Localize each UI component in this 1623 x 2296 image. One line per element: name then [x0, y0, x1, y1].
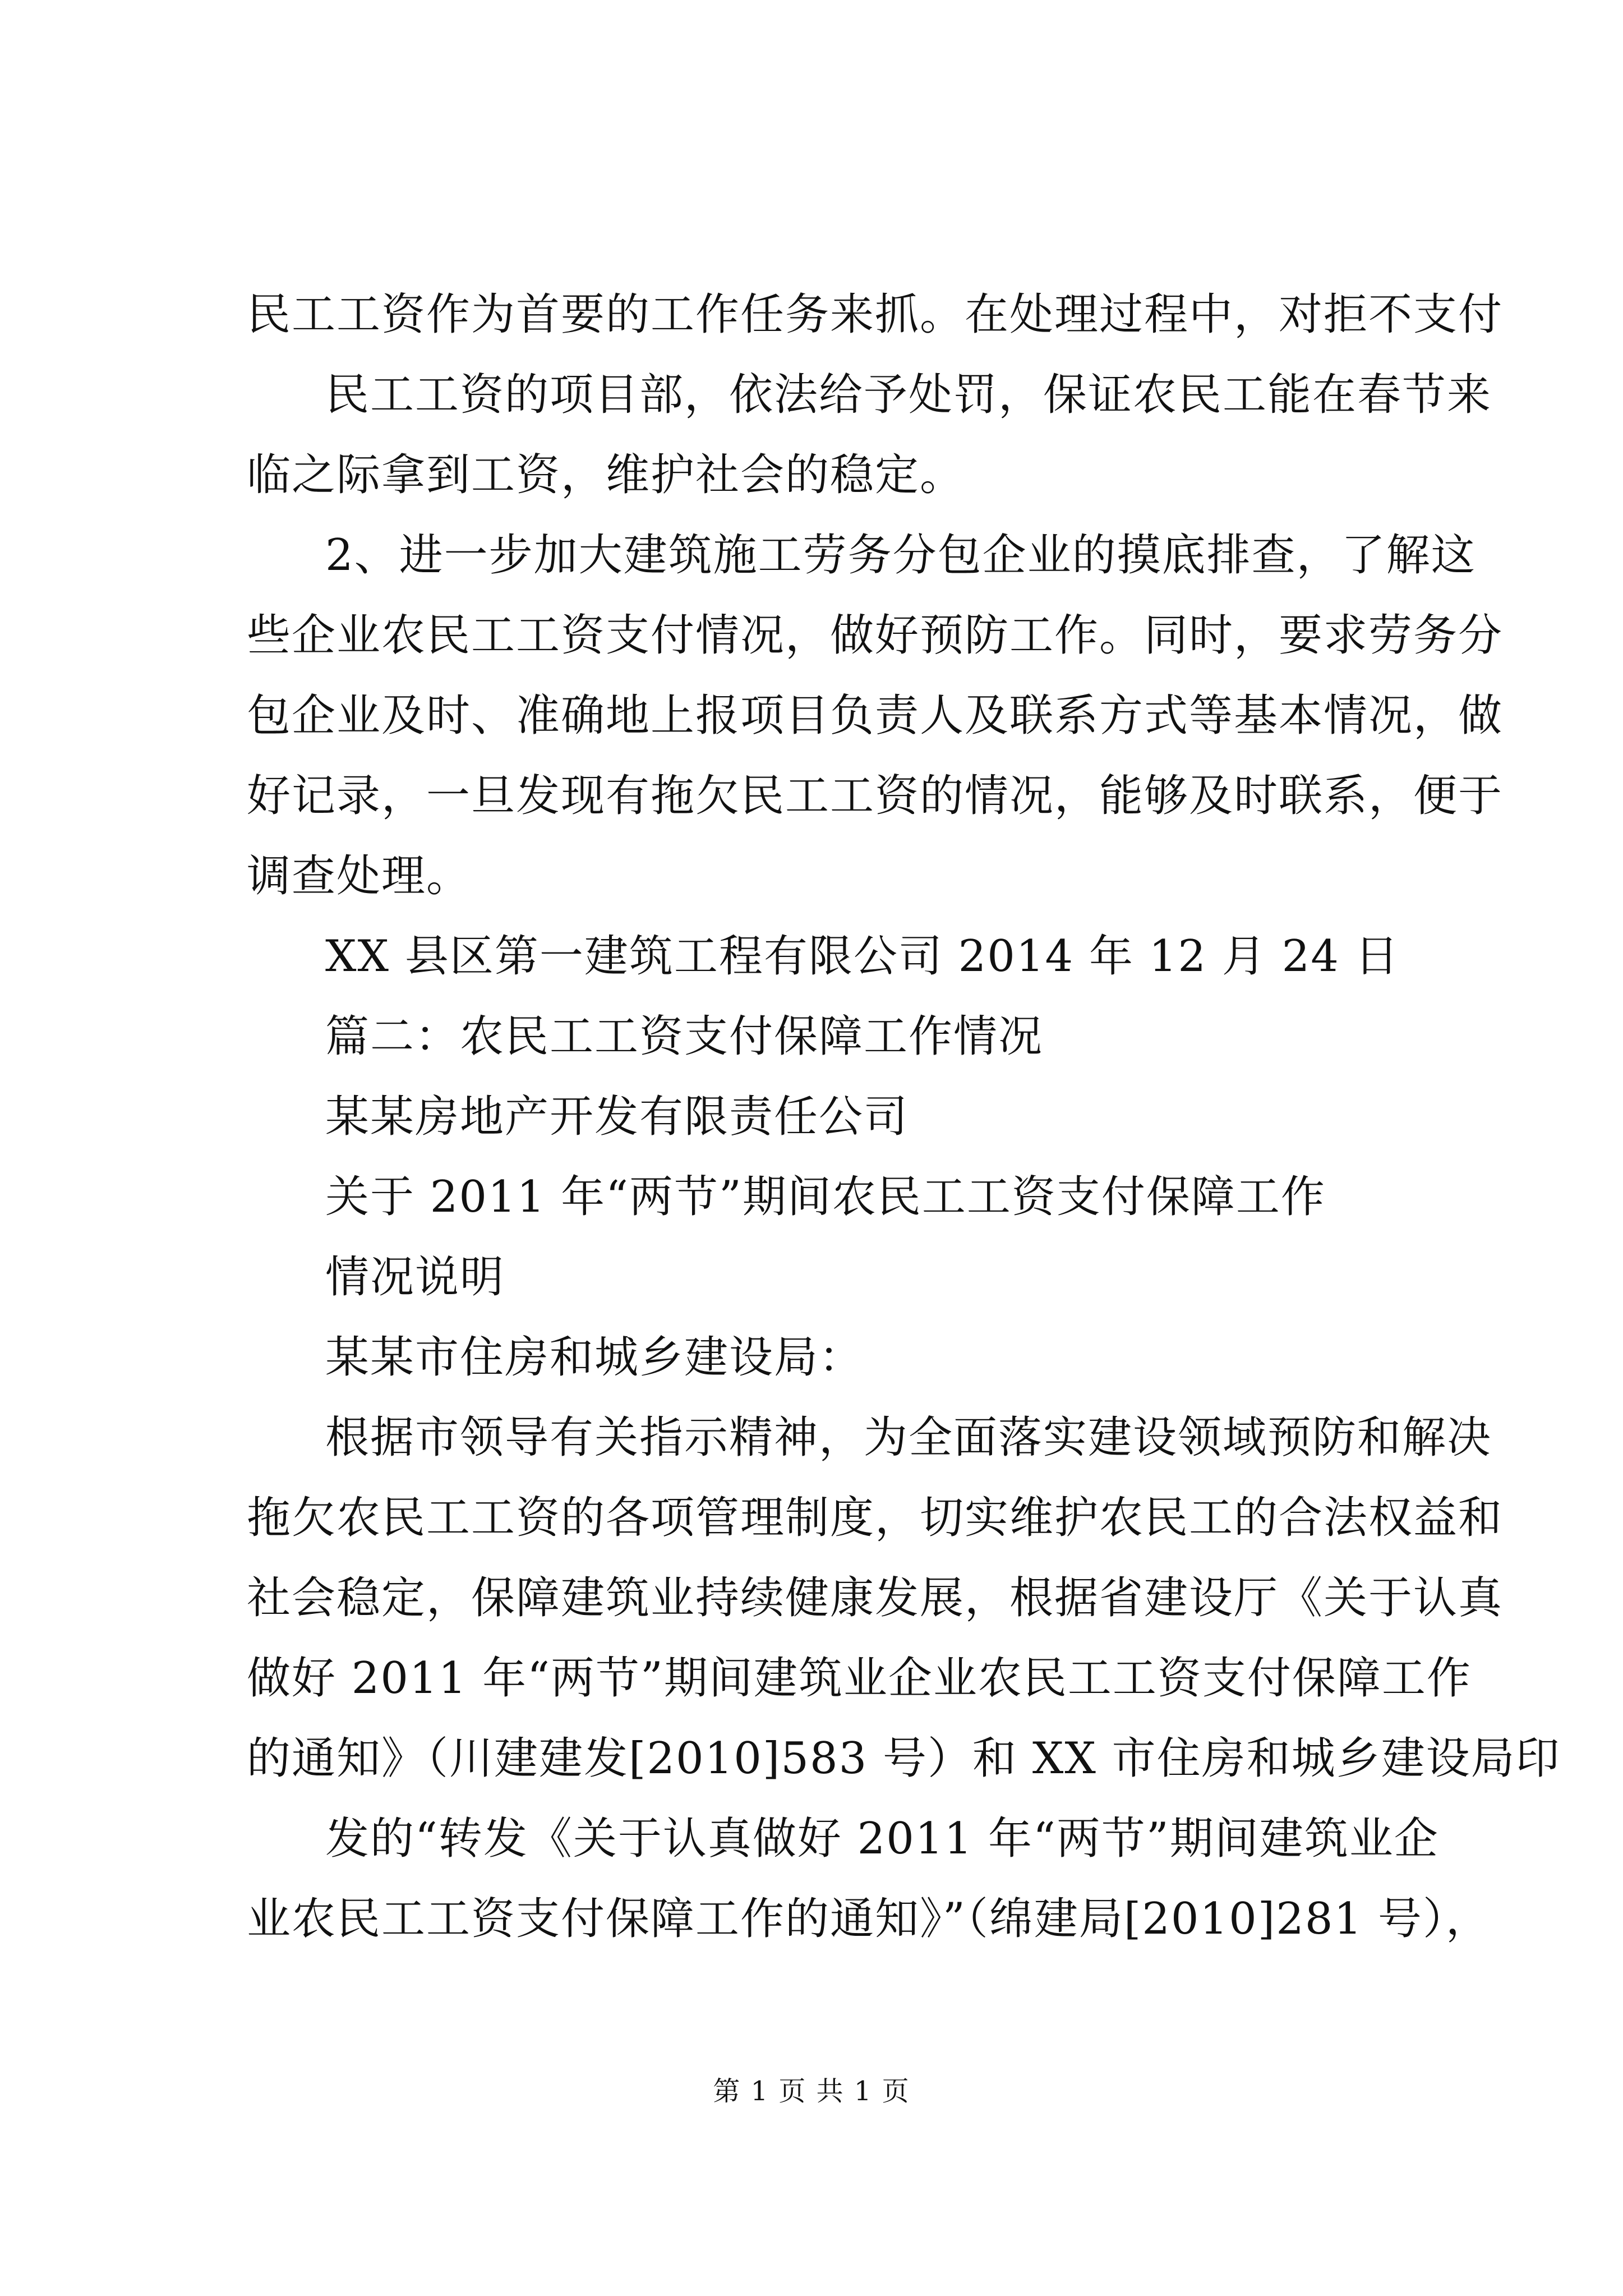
text-line: 业农民工工资支付保障工作的通知》”（绵建局[2010]281 号）， — [247, 1894, 1491, 1944]
text-line: 做好 2011 年“两节”期间建筑业企业农民工工资支付保障工作 — [247, 1653, 1472, 1704]
page-footer: 第 1 页 共 1 页 — [713, 2076, 910, 2107]
text-line: 某某房地产开发有限责任公司 — [325, 1092, 909, 1142]
text-line: 篇二：农民工工资支付保障工作情况 — [325, 1011, 1044, 1062]
text-line: 关于 2011 年“两节”期间农民工工资支付保障工作 — [325, 1172, 1326, 1222]
text-line: 的通知》（川建建发[2010]583 号）和 XX 市住房和城乡建设局印 — [247, 1733, 1561, 1784]
text-line: 民工工资作为首要的工作任务来抓。在处理过程中，对拒不支付 — [247, 289, 1504, 340]
text-line: 好记录，一旦发现有拖欠民工工资的情况，能够及时联系，便于 — [247, 771, 1504, 821]
text-line: 拖欠农民工工资的各项管理制度，切实维护农民工的合法权益和 — [247, 1493, 1504, 1543]
text-line: 临之际拿到工资，维护社会的稳定。 — [247, 450, 965, 500]
text-line: 发的“转发《关于认真做好 2011 年“两节”期间建筑业企 — [325, 1814, 1439, 1864]
text-line: 社会稳定，保障建筑业持续健康发展，根据省建设厅《关于认真 — [247, 1573, 1504, 1623]
text-line: 民工工资的项目部，依法给予处罚，保证农民工能在春节来 — [325, 370, 1492, 420]
text-line: 2、进一步加大建筑施工劳务分包企业的摸底排查，了解这 — [325, 530, 1476, 581]
text-line: 根据市领导有关指示精神，为全面落实建设领域预防和解决 — [325, 1412, 1492, 1463]
text-line: 情况说明 — [325, 1252, 505, 1303]
document-body — [247, 275, 1561, 1959]
text-line: XX 县区第一建筑工程有限公司 2014 年 12 月 24 日 — [325, 931, 1400, 982]
text-line: 些企业农民工工资支付情况，做好预防工作。同时，要求劳务分 — [247, 610, 1504, 661]
text-line: 调查处理。 — [247, 851, 472, 901]
text-line: 包企业及时、准确地上报项目负责人及联系方式等基本情况，做 — [247, 691, 1504, 741]
text-line: 某某市住房和城乡建设局： — [325, 1332, 864, 1383]
